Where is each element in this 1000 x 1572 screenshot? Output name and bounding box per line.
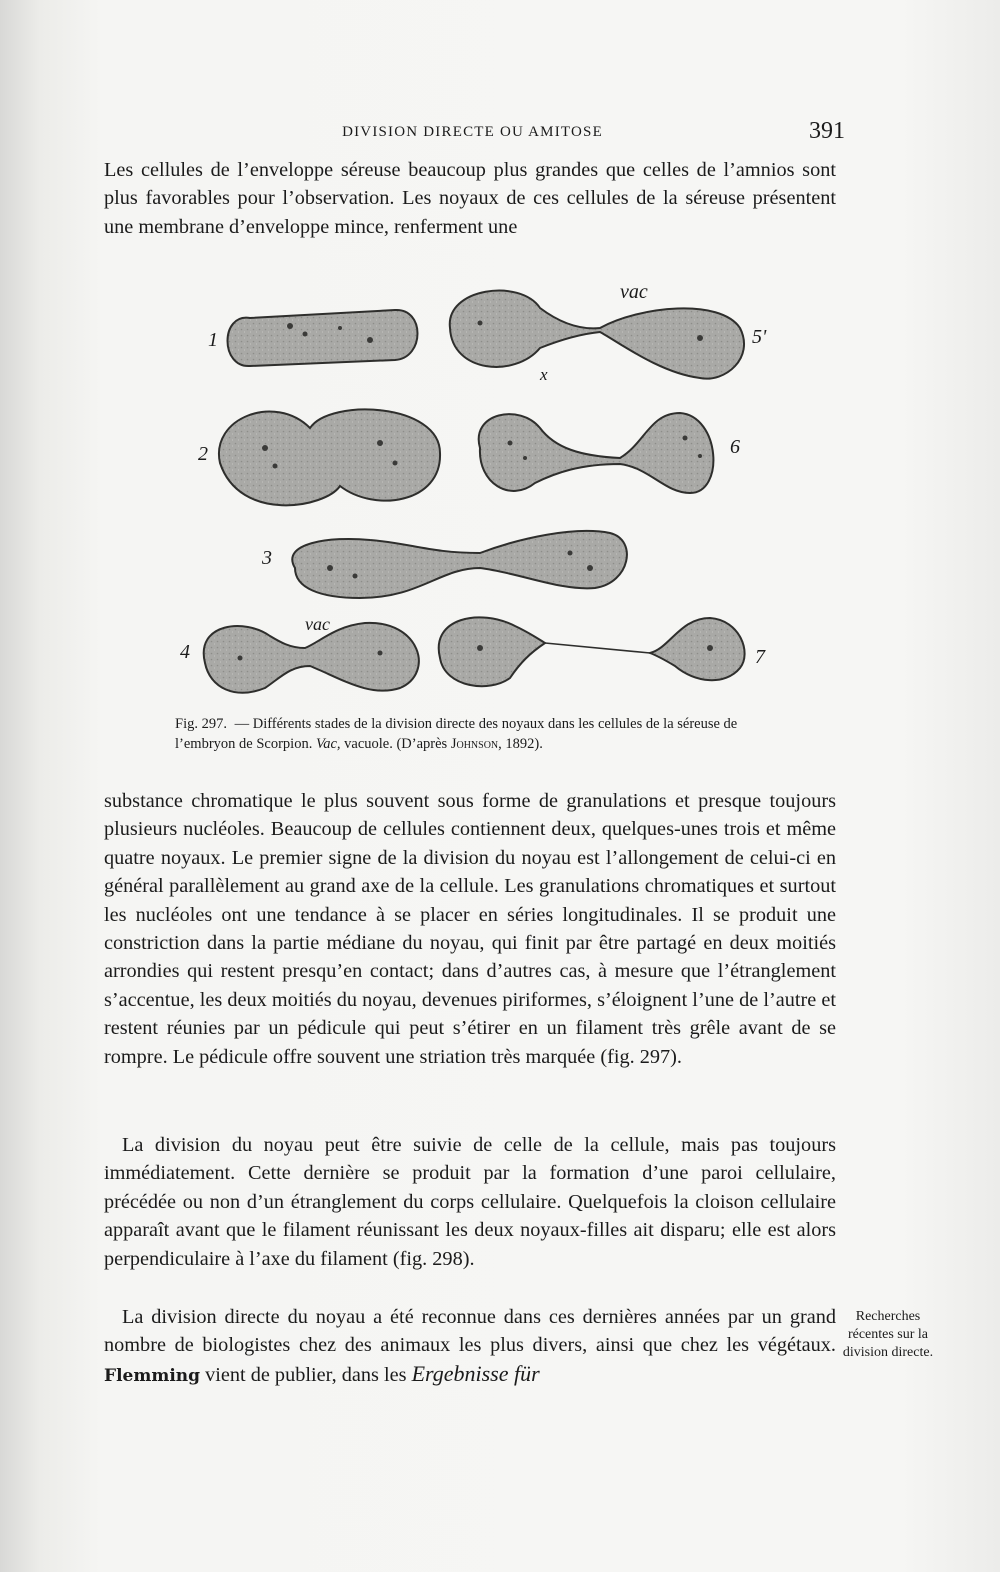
page-number: 391 — [809, 118, 845, 144]
paragraph-1: Les cellules de l’enveloppe séreuse beaucoup plus grandes que celles de l’amnios sont plus favorables pour l’observation. Les noyaux de ces cellules de la séreuse présentent une membrane d’enveloppe mince, renferment une — [104, 159, 836, 238]
figure-297 — [180, 268, 810, 708]
label-6: 6 — [730, 436, 740, 458]
label-x: x — [540, 365, 548, 384]
figure-caption — [175, 714, 795, 754]
caption-fig-label: Fig. 297. — [175, 716, 227, 732]
cell-stage-5 — [450, 291, 744, 379]
label-1: 1 — [208, 329, 218, 351]
cell-stage-6 — [479, 413, 714, 493]
caption-text-b: vacuole. (D’après — [340, 736, 451, 752]
paragraph-4-start: La division directe du noyau a été reconnue dans ces dernières années par un grand nombre de biologistes chez des animaux les plus divers, ainsi que chez les végétaux. — [104, 1306, 836, 1357]
running-title: DIVISION DIRECTE OU AMITOSE — [342, 124, 603, 140]
cell-stage-7-right — [650, 618, 745, 680]
cell-stage-7-left — [439, 617, 545, 686]
label-2: 2 — [198, 443, 208, 465]
filament-stage-7 — [545, 643, 650, 653]
running-head — [100, 120, 845, 146]
author-flemming: Flemming — [104, 1365, 201, 1386]
paragraph-3: La division du noyau peut être suivie de celle de la cellule, mais pas toujours immédiatement. Cette dernière se produit par la formation d’une paroi cellulaire, précédée ou non d’un étranglement du corps cellulaire. Quelquefois la cloison cellulaire apparaît avant que le filament réunissant les deux noyaux-filles ait disparu; elle est alors perpendiculaire à l’axe du filament (fig. 298). — [104, 1134, 836, 1270]
label-5: 5' — [752, 326, 767, 348]
label-4: 4 — [180, 641, 190, 663]
label-vac-top: vac — [620, 281, 648, 303]
paragraph-4 — [104, 1303, 836, 1390]
label-vac-bottom: vac — [305, 614, 330, 634]
caption-vac: Vac, — [315, 736, 341, 752]
cell-stage-1 — [228, 310, 418, 366]
journal-title: Ergebnisse für — [411, 1360, 540, 1386]
cell-stage-2 — [219, 409, 440, 505]
label-3: 3 — [262, 547, 272, 569]
caption-author: Johnson — [450, 736, 499, 752]
caption-text-c: , 1892). — [498, 736, 543, 752]
cell-stage-3 — [292, 531, 627, 598]
label-7: 7 — [755, 646, 765, 668]
paragraph-4-mid: vient de publier, dans les — [200, 1363, 412, 1386]
paragraph-2: substance chromatique le plus souvent sous forme de granulations et presque toujours plusieurs nucléoles. Beaucoup de cellules contiennent deux, quelques-unes trois et même quatre noyaux. Le premier signe de la division du noyau est l’allongement de celui-ci en général parallèlement au grand axe de la cellule. Les granulations chromatiques et surtout les nucléoles ont une tendance à se placer en séries longitudinales. Il se produit une constriction dans la partie médiane du noyau, qui finit par être partagé en deux moitiés arrondies qui restent presqu’en contact; dans d’autres cas, à mesure que l’étranglement s’accentue, les deux moitiés du noyau, devenues piriformes, s’éloignent l’une de l’autre et restent réunies par un pédicule qui peut s’étirer en un filament très grêle avant de se rompre. Le pédicule offre souvent une striation très marquée (fig. 297). — [104, 790, 836, 1068]
caption-text-a: — Différents stades de la division directe des noyaux dans les cellules de la séreuse de l’embryon de Scorpion. — [175, 716, 738, 752]
margin-note: Recherches récentes sur la division directe. — [842, 1309, 934, 1360]
